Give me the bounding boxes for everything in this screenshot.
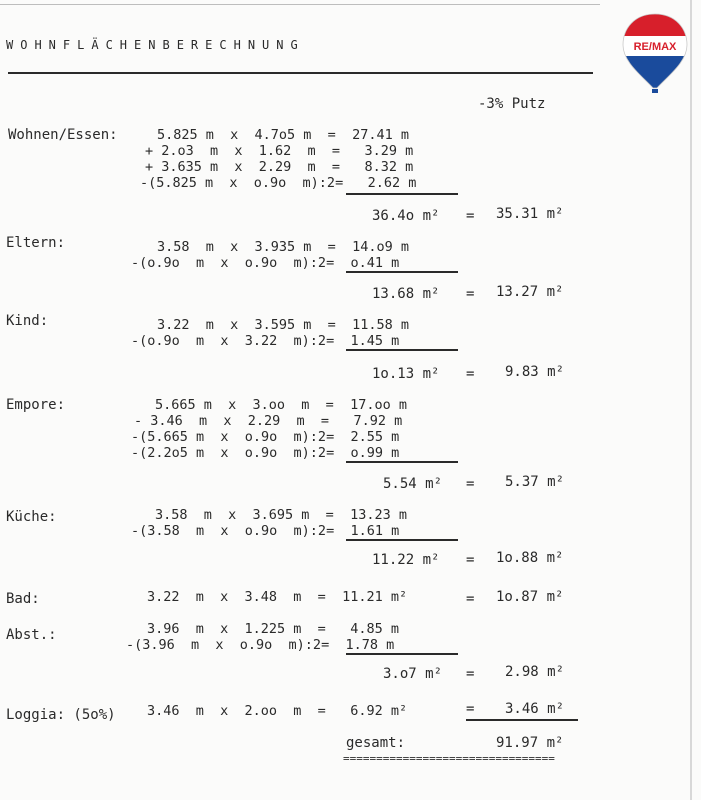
room-subtotal: 11.22 m²	[372, 552, 440, 568]
calc-line: -(5.825 m x o.9o m):2= 2.62 m	[140, 175, 417, 191]
room-label: Bad:	[6, 591, 40, 607]
sum-rule	[346, 539, 458, 541]
title-underline	[8, 72, 593, 74]
equals-sign: =	[466, 552, 475, 568]
sum-rule	[346, 349, 458, 351]
calc-line: 3.96 m x 1.225 m = 4.85 m	[147, 621, 399, 637]
total-value: 91.97 m²	[496, 735, 564, 751]
calc-line: 5.665 m x 3.oo m = 17.oo m	[155, 397, 407, 413]
equals-sign: =	[466, 476, 475, 492]
calc-line: + 3.635 m x 2.29 m = 8.32 m	[145, 159, 414, 175]
room-net-area: 5.37 m²	[505, 474, 565, 490]
equals-sign: =	[466, 286, 475, 302]
calc-line: - 3.46 m x 2.29 m = 7.92 m	[134, 413, 403, 429]
calc-line: 3.22 m x 3.48 m = 11.21 m²	[147, 589, 408, 605]
calc-line: -(5.665 m x o.9o m):2= 2.55 m	[131, 429, 400, 445]
remax-balloon-logo	[620, 12, 690, 94]
room-net-area: 1o.87 m²	[496, 589, 564, 605]
equals-sign: =	[466, 208, 475, 224]
equals-sign: =	[466, 591, 475, 607]
room-net-area: 13.27 m²	[496, 284, 564, 300]
room-net-area: 1o.88 m²	[496, 550, 564, 566]
room-net-area: 9.83 m²	[505, 364, 565, 380]
sum-rule	[346, 653, 458, 655]
room-subtotal: 36.4o m²	[372, 208, 440, 224]
room-label: Küche:	[6, 509, 57, 525]
equals-sign: =	[466, 666, 475, 682]
calc-line: 3.46 m x 2.oo m = 6.92 m²	[147, 703, 408, 719]
logo-text: RE/MAX	[633, 41, 677, 53]
equals-sign: =	[466, 366, 475, 382]
calc-line: 3.58 m x 3.935 m = 14.o9 m	[157, 239, 409, 255]
room-subtotal: 3.o7 m²	[383, 666, 443, 682]
calc-line: -(o.9o m x 3.22 m):2= 1.45 m	[131, 333, 400, 349]
calc-line: -(3.96 m x o.9o m):2= 1.78 m	[126, 637, 395, 653]
room-label: Wohnen/Essen:	[8, 127, 118, 143]
room-subtotal: 5.54 m²	[383, 476, 443, 492]
room-label: Abst.:	[6, 627, 57, 643]
room-label: Loggia: (5o%)	[6, 707, 116, 723]
total-double-underline: ================================	[343, 752, 555, 765]
room-net-area: 3.46 m²	[505, 701, 565, 717]
document-title: WOHNFLÄCHENBERECHNUNG	[6, 38, 305, 52]
page-top-edge	[0, 4, 600, 5]
room-net-area: 2.98 m²	[505, 664, 565, 680]
equals-sign: =	[466, 701, 475, 717]
calc-line: 3.58 m x 3.695 m = 13.23 m	[155, 507, 407, 523]
room-subtotal: 1o.13 m²	[372, 366, 440, 382]
sum-rule	[346, 271, 458, 273]
sum-rule	[346, 193, 458, 195]
calc-line: -(o.9o m x o.9o m):2= o.41 m	[131, 255, 400, 271]
calc-line: + 2.o3 m x 1.62 m = 3.29 m	[145, 143, 414, 159]
calc-line: 5.825 m x 4.7o5 m = 27.41 m	[157, 127, 409, 143]
total-label: gesamt:	[346, 735, 406, 751]
balloon-icon	[620, 12, 690, 94]
sum-rule	[466, 719, 578, 721]
room-net-area: 35.31 m²	[496, 206, 564, 222]
room-label: Empore:	[6, 397, 66, 413]
page-right-edge	[690, 0, 692, 800]
calc-line: -(3.58 m x o.9o m):2= 1.61 m	[131, 523, 400, 539]
putz-deduction-label: -3% Putz	[478, 96, 546, 112]
sum-rule	[346, 461, 458, 463]
room-label: Eltern:	[6, 235, 66, 251]
room-subtotal: 13.68 m²	[372, 286, 440, 302]
calc-line: -(2.2o5 m x o.9o m):2= o.99 m	[131, 445, 400, 461]
calc-line: 3.22 m x 3.595 m = 11.58 m	[157, 317, 409, 333]
room-label: Kind:	[6, 313, 49, 329]
